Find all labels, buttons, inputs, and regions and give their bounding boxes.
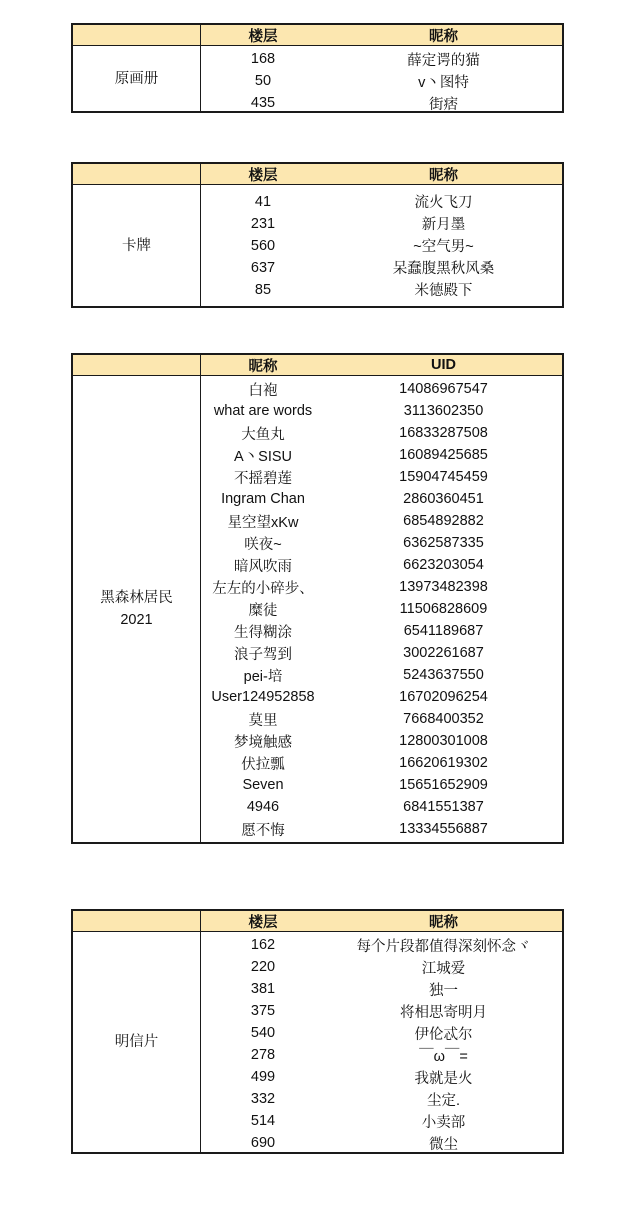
table-row [201, 642, 562, 664]
table-row [201, 664, 562, 686]
data-column [201, 164, 562, 306]
cell-floor: 85 [254, 281, 272, 298]
group-column [73, 911, 201, 1152]
cell-uid: 13334556887 [399, 821, 488, 837]
table-row [201, 235, 562, 257]
cell-nickname: 独一 [429, 982, 458, 999]
group-column [73, 164, 201, 306]
cell-floor: 375 [250, 1003, 276, 1019]
cell-nickname: 暗风吹雨 [234, 558, 292, 575]
cell-uid: 12800301008 [399, 733, 488, 749]
cell-uid: 15904745459 [399, 469, 488, 485]
table-cards [71, 162, 564, 308]
cell-floor: 381 [250, 981, 276, 997]
table-row [201, 598, 562, 620]
table-row [201, 257, 562, 279]
cell-nickname: 生得糊涂 [234, 624, 292, 641]
cell-uid: 6854892882 [403, 513, 484, 529]
table-row [201, 752, 562, 774]
cell-uid: 15651652909 [399, 777, 488, 793]
header-nickname: 昵称 [248, 358, 278, 375]
table-row [201, 510, 562, 532]
cell-nickname: 江城爱 [421, 960, 466, 977]
table-row [201, 1066, 562, 1088]
cell-floor: 435 [250, 95, 276, 111]
cell-nickname: what are words [213, 403, 313, 419]
group-column [73, 355, 201, 842]
cell-uid: 2860360451 [403, 491, 484, 507]
cell-nickname: 伏拉瓢 [241, 756, 285, 773]
table-row [201, 92, 562, 114]
cell-nickname: 街痞 [429, 96, 458, 113]
cell-floor: 168 [250, 51, 276, 67]
cell-uid: 6541189687 [403, 623, 484, 639]
cell-floor: 162 [250, 937, 276, 953]
cell-floor: 50 [254, 73, 272, 89]
cell-uid: 13973482398 [399, 579, 488, 595]
group-column [73, 25, 201, 111]
cell-nickname: 星空望xKw [227, 514, 299, 531]
cell-uid: 11506828609 [399, 601, 488, 617]
group-label: 原画册 [114, 70, 159, 87]
table-body [201, 376, 562, 842]
table-row [201, 70, 562, 92]
cell-uid: 14086967547 [399, 381, 488, 397]
header-row [201, 355, 562, 376]
cell-floor: 690 [250, 1135, 276, 1151]
table-body [201, 46, 562, 116]
cell-floor: 637 [250, 259, 276, 276]
table-row [201, 1022, 562, 1044]
table-row [201, 956, 562, 978]
table-row [201, 1110, 562, 1132]
table-row [201, 978, 562, 1000]
cell-nickname: 莫里 [248, 712, 278, 729]
cell-nickname: 薛定谔的猫 [407, 52, 480, 69]
cell-floor: 560 [250, 237, 276, 254]
cell-floor: 499 [250, 1069, 276, 1085]
cell-nickname: 米德殿下 [414, 283, 473, 299]
data-column [201, 25, 562, 111]
cell-nickname: 浪子驾到 [234, 646, 292, 663]
table-row [201, 444, 562, 466]
cell-nickname: pei-培 [243, 668, 283, 685]
cell-uid: 6841551387 [403, 799, 484, 815]
cell-nickname: A丶SISU [233, 448, 292, 465]
cell-floor: 332 [250, 1091, 276, 1107]
cell-nickname: 左左的小碎步、 [212, 580, 314, 597]
cell-floor: 540 [250, 1025, 276, 1041]
header-corner [73, 355, 200, 376]
cell-uid: 5243637550 [403, 667, 484, 683]
cell-nickname: 白袍 [248, 382, 278, 399]
cell-uid: 16620619302 [399, 755, 488, 771]
cell-uid: 7668400352 [403, 711, 484, 727]
data-column [201, 911, 562, 1152]
cell-uid: 16702096254 [399, 689, 488, 705]
header-corner [73, 25, 200, 46]
cell-nickname: Ingram Chan [221, 491, 305, 507]
cell-uid: 6362587335 [403, 535, 484, 551]
cell-nickname: 大鱼丸 [241, 426, 285, 443]
cell-floor: 231 [250, 215, 276, 232]
table-row [201, 279, 562, 301]
header-uid: UID [431, 357, 456, 373]
table-row [201, 378, 562, 400]
cell-nickname: 4946 [246, 799, 280, 815]
table-row [201, 818, 562, 840]
cell-nickname: 小卖部 [421, 1114, 466, 1131]
table-row [201, 191, 562, 213]
table-body [201, 185, 562, 306]
cell-uid: 16833287508 [399, 425, 488, 441]
cell-nickname: 流火飞刀 [414, 195, 473, 211]
header-floor: 楼层 [248, 28, 278, 45]
cell-floor: 41 [254, 193, 272, 210]
table-row [201, 576, 562, 598]
header-nickname: 昵称 [429, 167, 458, 184]
header-corner [73, 911, 200, 932]
cell-nickname: 咲夜~ [244, 536, 282, 553]
table-body [201, 932, 562, 1156]
header-row [201, 911, 562, 932]
header-row [201, 25, 562, 46]
table-row [201, 1088, 562, 1110]
table-row [201, 213, 562, 235]
table-row [201, 730, 562, 752]
table-row [201, 686, 562, 708]
cell-nickname: 微尘 [429, 1136, 458, 1153]
header-nickname: 昵称 [429, 28, 458, 45]
table-row [201, 554, 562, 576]
cell-nickname: 尘定. [426, 1092, 461, 1109]
header-row [201, 164, 562, 185]
table-row [201, 466, 562, 488]
header-corner [73, 164, 200, 185]
table-row [201, 708, 562, 730]
table-row [201, 422, 562, 444]
table-row [201, 796, 562, 818]
cell-floor: 278 [250, 1047, 276, 1063]
table-original-art-book [71, 23, 564, 113]
table-row [201, 532, 562, 554]
cell-nickname: 每个片段都值得深刻怀念ヾ [356, 938, 531, 955]
cell-floor: 220 [250, 959, 276, 975]
cell-nickname: 伊伦忒尔 [414, 1026, 473, 1043]
table-postcards [71, 909, 564, 1154]
cell-nickname: Seven [242, 777, 284, 793]
table-row [201, 620, 562, 642]
cell-uid: 6623203054 [403, 557, 484, 573]
cell-nickname: 愿不悔 [241, 822, 285, 839]
table-row [201, 1044, 562, 1066]
group-label: 黑森林居民 2021 [100, 590, 173, 628]
table-row [201, 774, 562, 796]
table-row [201, 488, 562, 510]
header-floor: 楼层 [248, 914, 278, 931]
cell-floor: 514 [250, 1113, 276, 1129]
cell-nickname: 新月墨 [421, 217, 466, 233]
group-label: 明信片 [114, 1034, 159, 1050]
cell-nickname: 不摇碧莲 [234, 470, 292, 487]
cell-nickname: 将相思寄明月 [400, 1004, 487, 1021]
cell-nickname: User124952858 [211, 689, 315, 705]
header-floor: 楼层 [248, 167, 278, 184]
cell-uid: 3113602350 [403, 403, 484, 419]
table-row [201, 934, 562, 956]
cell-nickname: ￣ω￣= [419, 1048, 468, 1065]
table-row [201, 1132, 562, 1154]
table-row [201, 48, 562, 70]
cell-nickname: 糜徒 [248, 602, 278, 619]
cell-nickname: 梦境触感 [234, 734, 292, 751]
cell-nickname: v丶图特 [418, 74, 469, 91]
table-row [201, 1000, 562, 1022]
data-column [201, 355, 562, 842]
header-nickname: 昵称 [429, 914, 458, 931]
group-label: 卡牌 [122, 237, 151, 254]
cell-nickname: 呆蠢腹黑秋风桑 [392, 261, 495, 277]
table-black-forest-residents [71, 353, 564, 844]
cell-nickname: 我就是火 [414, 1070, 473, 1087]
cell-uid: 16089425685 [399, 447, 488, 463]
cell-nickname: ~空气男~ [413, 239, 474, 255]
cell-uid: 3002261687 [403, 645, 484, 661]
table-row [201, 400, 562, 422]
